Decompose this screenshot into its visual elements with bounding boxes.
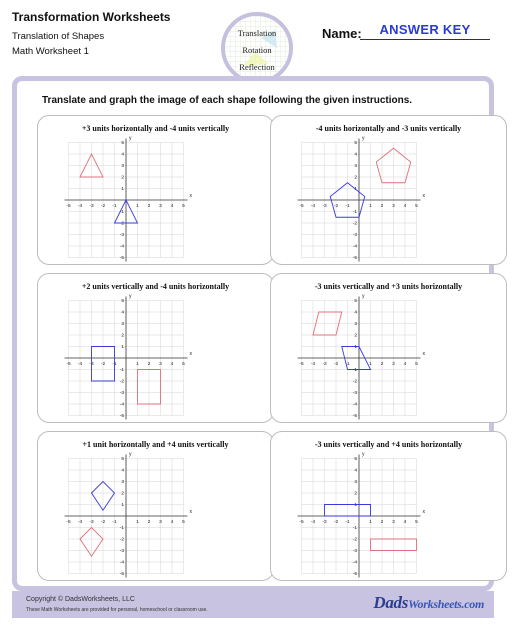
y-tick-label: -4	[119, 560, 124, 566]
y-tick-label: -1	[352, 526, 357, 532]
y-axis-label: y	[129, 451, 132, 458]
x-tick-label: 4	[403, 362, 407, 367]
y-axis-label: y	[362, 451, 365, 458]
y-tick-label: 3	[121, 480, 124, 486]
y-axis-label: y	[362, 135, 365, 142]
x-tick-label: -2	[333, 362, 339, 367]
x-tick-label: -4	[77, 520, 83, 525]
site-logo[interactable]	[373, 593, 484, 613]
problem-instruction: +2 units vertically and -4 units horizontally	[81, 282, 230, 291]
x-tick-label: 1	[369, 362, 372, 367]
x-tick-label: 5	[182, 362, 185, 367]
y-tick-label: -1	[119, 368, 124, 374]
x-tick-label: -3	[89, 204, 94, 209]
x-tick-label: 2	[380, 362, 384, 367]
x-tick-label: -4	[77, 362, 83, 367]
y-tick-label: 5	[354, 457, 357, 463]
x-tick-label: -5	[66, 362, 71, 367]
y-tick-label: -3	[119, 233, 124, 239]
y-tick-label: -1	[352, 210, 357, 216]
worksheet-number: Math Worksheet 1	[12, 46, 89, 57]
y-tick-label: 3	[354, 164, 357, 170]
y-tick-label: -2	[352, 221, 357, 227]
x-tick-label: 3	[392, 520, 395, 525]
y-tick-label: -4	[352, 560, 357, 566]
x-tick-label: -2	[333, 520, 339, 525]
y-tick-label: 4	[121, 310, 124, 316]
y-tick-label: 2	[121, 491, 124, 497]
x-tick-label: -5	[299, 204, 304, 209]
y-tick-label: 4	[121, 152, 124, 158]
x-axis-label: x	[189, 351, 192, 357]
problem-instruction: -4 units horizontally and -3 units vertically	[315, 124, 462, 133]
x-tick-label: -1	[112, 362, 117, 367]
x-tick-label: -3	[322, 362, 327, 367]
instructions: Translate and graph the image of each shape following the given instructions.	[42, 95, 413, 106]
x-tick-label: -5	[299, 520, 304, 525]
y-tick-label: -3	[119, 549, 124, 555]
name-label: Name:	[322, 26, 362, 41]
x-tick-label: 3	[159, 204, 162, 209]
x-tick-label: -4	[77, 204, 83, 209]
logo-main: Dads	[373, 593, 409, 612]
y-tick-label: 3	[354, 322, 357, 328]
x-tick-label: -5	[66, 204, 71, 209]
y-tick-label: -4	[352, 244, 357, 250]
coordinate-grid	[291, 292, 441, 422]
x-tick-label: 3	[159, 520, 162, 525]
seal-word: Translation	[237, 28, 277, 38]
x-tick-label: 2	[147, 204, 151, 209]
y-tick-label: 4	[354, 310, 357, 316]
worksheet-subtitle: Translation of Shapes	[12, 31, 105, 42]
x-tick-label: -2	[100, 520, 106, 525]
problem-instruction: +1 unit horizontally and +4 units vertically	[82, 440, 229, 449]
problem-panel	[270, 115, 507, 265]
y-tick-label: 1	[354, 503, 357, 509]
y-tick-label: -2	[119, 221, 124, 227]
y-tick-label: 3	[121, 322, 124, 328]
y-tick-label: -3	[119, 391, 124, 397]
y-tick-label: 2	[354, 491, 357, 497]
y-tick-label: 5	[121, 457, 124, 463]
x-tick-label: 1	[136, 520, 139, 525]
problem-instruction: +3 units horizontally and -4 units vertically	[81, 124, 230, 133]
problem-instruction: -3 units vertically and +4 units horizontally	[314, 440, 463, 449]
x-tick-label: -2	[100, 204, 106, 209]
x-tick-label: 1	[369, 204, 372, 209]
x-tick-label: 5	[415, 362, 418, 367]
x-tick-label: -4	[310, 520, 316, 525]
y-tick-label: -5	[352, 572, 357, 578]
x-tick-label: 4	[170, 204, 174, 209]
x-tick-label: -3	[322, 520, 327, 525]
x-axis-label: x	[422, 351, 425, 357]
x-tick-label: -1	[345, 520, 350, 525]
y-axis-label: y	[129, 135, 132, 142]
logo-tail: Worksheets.com	[408, 597, 484, 611]
y-tick-label: 3	[354, 480, 357, 486]
usage-note: These Math Worksheets are provided for personal, homeschool or classroom use.	[26, 607, 208, 613]
x-tick-label: 5	[182, 520, 185, 525]
problem-panel	[270, 431, 507, 581]
y-tick-label: -2	[119, 379, 124, 385]
x-tick-label: 5	[182, 204, 185, 209]
y-tick-label: -5	[119, 256, 124, 262]
x-tick-label: -3	[89, 362, 94, 367]
x-tick-label: 1	[136, 362, 139, 367]
worksheet-title: Transformation Worksheets	[12, 10, 171, 24]
y-tick-label: -2	[352, 379, 357, 385]
y-tick-label: -4	[119, 244, 124, 250]
copyright-text: Copyright © DadsWorksheets, LLC	[26, 596, 135, 603]
answer-key-text: ANSWER KEY	[379, 22, 471, 37]
coordinate-grid	[58, 292, 208, 422]
y-tick-label: -3	[352, 391, 357, 397]
coordinate-grid	[58, 134, 208, 264]
problem-panel	[270, 273, 507, 423]
problem-panel	[37, 273, 274, 423]
x-tick-label: -5	[299, 362, 304, 367]
footer	[12, 591, 494, 618]
x-tick-label: -1	[112, 204, 117, 209]
y-tick-label: 2	[121, 333, 124, 339]
x-tick-label: -1	[112, 520, 117, 525]
y-tick-label: 4	[121, 468, 124, 474]
y-tick-label: -4	[352, 402, 357, 408]
x-tick-label: -2	[100, 362, 106, 367]
x-tick-label: -1	[345, 204, 350, 209]
x-tick-label: -3	[89, 520, 94, 525]
x-tick-label: -1	[345, 362, 350, 367]
y-tick-label: -5	[352, 414, 357, 420]
y-tick-label: 5	[354, 141, 357, 147]
y-tick-label: 2	[121, 175, 124, 181]
y-tick-label: -3	[352, 549, 357, 555]
name-line[interactable]	[360, 39, 490, 40]
y-tick-label: 1	[121, 187, 124, 193]
x-axis-label: x	[189, 509, 192, 515]
x-axis-label: x	[422, 509, 425, 515]
y-tick-label: 4	[354, 468, 357, 474]
x-tick-label: 1	[136, 204, 139, 209]
x-tick-label: -4	[310, 204, 316, 209]
problem-panel	[37, 431, 274, 581]
x-tick-label: 3	[392, 204, 395, 209]
seal-word: Reflection	[239, 62, 275, 72]
y-tick-label: 5	[121, 141, 124, 147]
x-axis-label: x	[189, 193, 192, 199]
x-tick-label: 3	[392, 362, 395, 367]
coordinate-grid	[291, 134, 441, 264]
y-tick-label: -3	[352, 233, 357, 239]
y-tick-label: -4	[119, 402, 124, 408]
x-tick-label: 3	[159, 362, 162, 367]
y-tick-label: -2	[119, 537, 124, 543]
problem-instruction: -3 units vertically and +3 units horizontally	[314, 282, 463, 291]
y-tick-label: -2	[352, 537, 357, 543]
y-tick-label: -5	[119, 414, 124, 420]
x-tick-label: 4	[403, 204, 407, 209]
y-tick-label: 2	[354, 175, 357, 181]
y-tick-label: -1	[352, 368, 357, 374]
y-tick-label: 4	[354, 152, 357, 158]
coordinate-grid	[58, 450, 208, 580]
x-tick-label: 4	[170, 362, 174, 367]
x-tick-label: -5	[66, 520, 71, 525]
y-tick-label: 5	[354, 299, 357, 305]
y-axis-label: y	[129, 293, 132, 300]
seal-word: Rotation	[242, 45, 272, 55]
x-tick-label: 1	[369, 520, 372, 525]
x-tick-label: 2	[147, 520, 151, 525]
x-tick-label: 2	[380, 520, 384, 525]
y-tick-label: -5	[119, 572, 124, 578]
y-tick-label: 5	[121, 299, 124, 305]
coordinate-grid	[291, 450, 441, 580]
y-tick-label: 1	[121, 345, 124, 351]
x-tick-label: 4	[403, 520, 407, 525]
y-tick-label: 1	[121, 503, 124, 509]
x-tick-label: -3	[322, 204, 327, 209]
y-tick-label: -1	[119, 526, 124, 532]
x-axis-label: x	[422, 193, 425, 199]
y-tick-label: 1	[354, 187, 357, 193]
x-tick-label: 2	[380, 204, 384, 209]
y-tick-label: 3	[121, 164, 124, 170]
topic-seal	[221, 12, 293, 84]
y-tick-label: -1	[119, 210, 124, 216]
x-tick-label: 4	[170, 520, 174, 525]
x-tick-label: -4	[310, 362, 316, 367]
y-axis-label: y	[362, 293, 365, 300]
problem-panel	[37, 115, 274, 265]
y-tick-label: 2	[354, 333, 357, 339]
y-tick-label: 1	[354, 345, 357, 351]
x-tick-label: -2	[333, 204, 339, 209]
x-tick-label: 5	[415, 204, 418, 209]
y-tick-label: -5	[352, 256, 357, 262]
x-tick-label: 2	[147, 362, 151, 367]
x-tick-label: 5	[415, 520, 418, 525]
